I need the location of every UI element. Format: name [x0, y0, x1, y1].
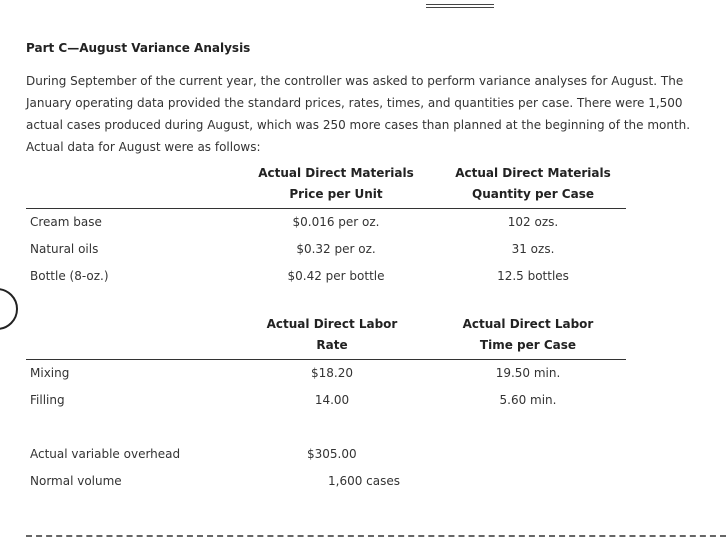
labor-row-rate: 14.00 [314, 393, 350, 407]
labor-rate-header-line2: Rate [316, 338, 348, 352]
section-heading: Part C—August Variance Analysis [26, 41, 251, 55]
materials-header-rule [26, 208, 626, 209]
materials-qty-header-line2: Quantity per Case [472, 187, 594, 201]
paragraph-line: January operating data provided the standard prices, rates, times, and quantities per case. There were 1,500 [26, 96, 683, 110]
paragraph-line: During September of the current year, the controller was asked to perform variance analyses for August. The [26, 74, 684, 88]
variable-overhead-value: $305.00 [307, 447, 357, 461]
normal-volume-value: 1,600 cases [328, 474, 401, 488]
materials-row-price: $0.016 per oz. [292, 215, 380, 229]
labor-row-label: Filling [30, 393, 65, 407]
top-rule [426, 4, 494, 5]
normal-volume-label: Normal volume [30, 474, 122, 488]
labor-row-time: 5.60 min. [499, 393, 557, 407]
materials-qty-header-line1: Actual Direct Materials [455, 166, 611, 180]
materials-row-price: $0.42 per bottle [287, 269, 385, 283]
paragraph-line: Actual data for August were as follows: [26, 140, 261, 154]
materials-row-label: Natural oils [30, 242, 99, 256]
materials-row-label: Bottle (8-oz.) [30, 269, 109, 283]
labor-row-rate: $18.20 [311, 366, 353, 380]
materials-row-label: Cream base [30, 215, 102, 229]
intro-paragraph [26, 70, 716, 158]
paragraph-line: actual cases produced during August, which was 250 more cases than planned at the beginning of the month. [26, 118, 691, 132]
materials-price-header-line2: Price per Unit [289, 187, 383, 201]
materials-price-header-line1: Actual Direct Materials [258, 166, 414, 180]
materials-row-qty: 12.5 bottles [497, 269, 569, 283]
variable-overhead-label: Actual variable overhead [30, 447, 181, 461]
top-rule-double [426, 7, 494, 8]
cut-off-text-line [26, 535, 726, 537]
materials-row-qty: 31 ozs. [511, 242, 555, 256]
materials-row-price: $0.32 per oz. [296, 242, 376, 256]
labor-header-rule [26, 359, 626, 360]
labor-row-time: 19.50 min. [495, 366, 561, 380]
labor-row-label: Mixing [30, 366, 70, 380]
labor-rate-header-line1: Actual Direct Labor [266, 317, 398, 331]
partial-circle-icon [0, 288, 18, 330]
materials-row-qty: 102 ozs. [507, 215, 559, 229]
labor-time-header-line1: Actual Direct Labor [462, 317, 594, 331]
labor-time-header-line2: Time per Case [479, 338, 577, 352]
